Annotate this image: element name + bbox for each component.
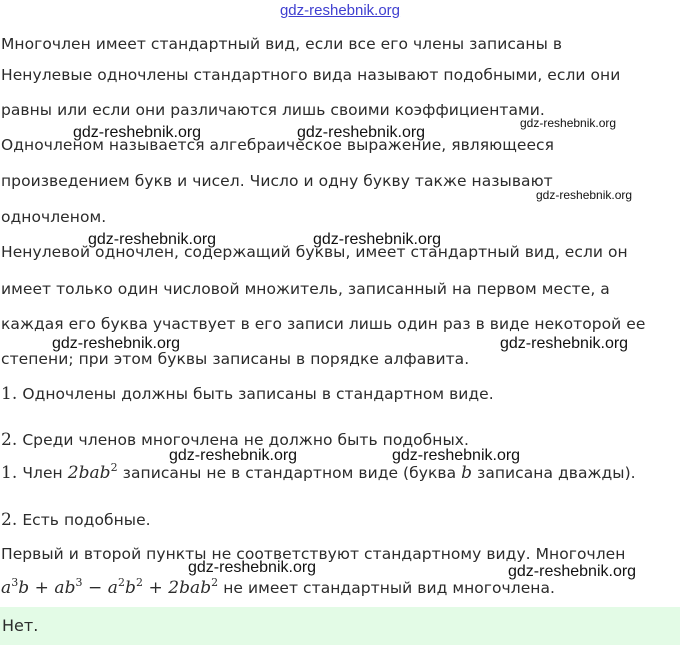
watermark: gdz-reshebnik.org bbox=[169, 447, 298, 464]
watermark: gdz-reshebnik.org bbox=[188, 559, 317, 576]
watermark: gdz-reshebnik.org bbox=[297, 124, 426, 141]
watermark: gdz-reshebnik.org bbox=[536, 188, 633, 202]
theory-line-10: степени; при этом буквы записаны в порядке алфавита. bbox=[1, 350, 470, 368]
conclusion-line-2 bbox=[1, 578, 555, 598]
answer-text: Нет. bbox=[2, 616, 39, 635]
condition-2-number: 2. bbox=[1, 430, 18, 450]
polynomial-expression: $a^3b + ab^3 - a^2b^2 + 2bab^2$ bbox=[1, 576, 219, 598]
theory-line-3: равны или если они различаются лишь своими коэффициентами. bbox=[1, 101, 545, 119]
check-1-letter: b bbox=[461, 463, 473, 483]
theory-line-7: Ненулевой одночлен, содержащий буквы, имеет стандартный вид, если он bbox=[1, 243, 628, 261]
check-1-number: 1. bbox=[1, 463, 18, 483]
watermark: gdz-reshebnik.org bbox=[52, 335, 181, 352]
watermark: gdz-reshebnik.org bbox=[392, 447, 521, 464]
check-1-pre: Член bbox=[22, 464, 63, 482]
check-1-post: записана дважды). bbox=[477, 464, 636, 482]
watermark: gdz-reshebnik.org bbox=[88, 231, 217, 248]
theory-line-1: Многочлен имеет стандартный вид, если все его члены записаны в bbox=[1, 35, 563, 53]
condition-1-text: Одночлены должны быть записаны в стандартном виде. bbox=[22, 385, 494, 403]
check-1 bbox=[1, 463, 636, 483]
theory-line-8: имеет только один числовой множитель, записанный на первом месте, а bbox=[1, 280, 610, 298]
check-1-term: 2bab$^2$ bbox=[67, 461, 118, 483]
check-2 bbox=[1, 510, 151, 530]
watermark: gdz-reshebnik.org bbox=[508, 563, 637, 580]
theory-line-5: произведением букв и чисел. Число и одну букву также называют bbox=[1, 172, 553, 190]
condition-2-text: Среди членов многочлена не должно быть подобных. bbox=[22, 431, 469, 449]
theory-line-4: Одночленом называется алгебраическое выражение, являющееся bbox=[1, 136, 554, 154]
theory-line-6: одночленом. bbox=[1, 208, 107, 226]
watermark: gdz-reshebnik.org bbox=[520, 116, 617, 130]
conclusion-line-1: Первый и второй пункты не соответствуют стандартному виду. Многочлен bbox=[1, 545, 626, 563]
answer-box bbox=[0, 607, 680, 645]
watermark: gdz-reshebnik.org bbox=[73, 124, 202, 141]
theory-line-2: Ненулевые одночлены стандартного вида называют подобными, если они bbox=[1, 66, 621, 84]
theory-line-9: каждая его буква участвует в его записи лишь один раз в виде некоторой ее bbox=[1, 315, 646, 333]
watermark: gdz-reshebnik.org bbox=[500, 335, 629, 352]
check-1-mid: записаны не в стандартном виде (буква bbox=[122, 464, 457, 482]
watermark-top-link[interactable]: gdz-reshebnik.org bbox=[279, 2, 401, 19]
check-2-number: 2. bbox=[1, 510, 18, 530]
condition-1 bbox=[1, 384, 494, 404]
conclusion-line-2-tail: не имеет стандартный вид многочлена. bbox=[223, 579, 555, 597]
watermark: gdz-reshebnik.org bbox=[313, 231, 442, 248]
check-2-text: Есть подобные. bbox=[22, 511, 151, 529]
condition-1-number: 1. bbox=[1, 384, 18, 404]
